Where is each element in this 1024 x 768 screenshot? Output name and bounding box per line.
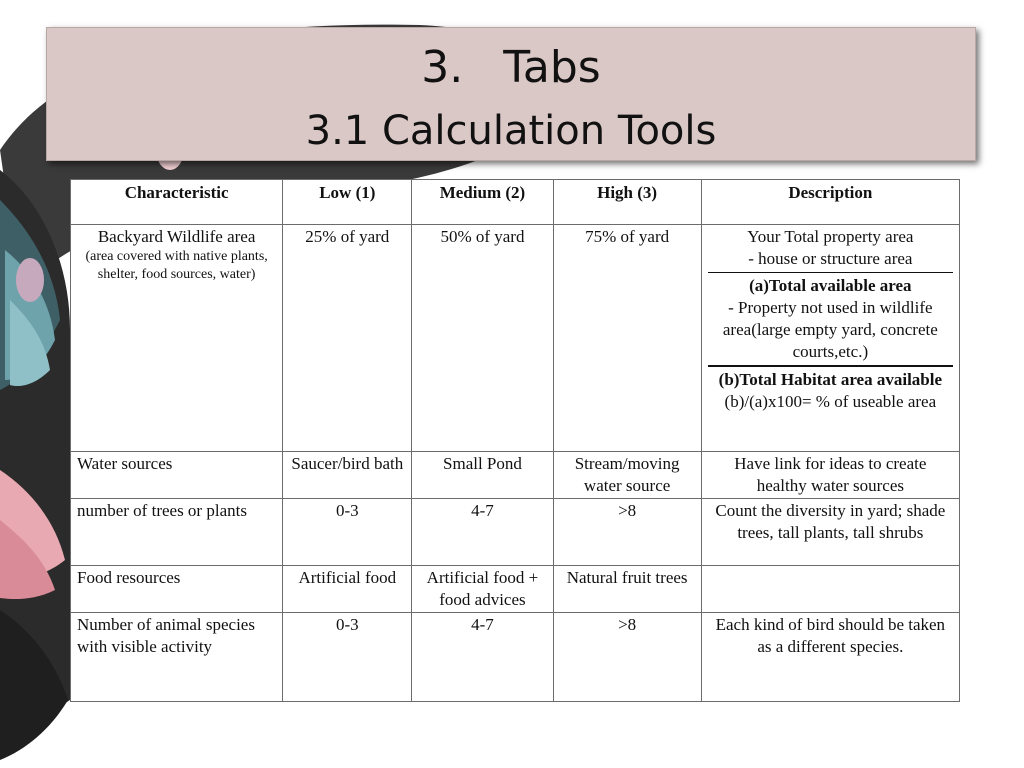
cell-high: Natural fruit trees bbox=[553, 566, 701, 613]
description-part-1: Your Total property area - house or structure area bbox=[747, 227, 914, 268]
cell-high: >8 bbox=[553, 613, 701, 702]
cell-medium: 50% of yard bbox=[412, 225, 553, 452]
slide-subtitle: 3.1 Calculation Tools bbox=[305, 108, 717, 154]
cell-characteristic: Water sources bbox=[71, 452, 283, 499]
characteristic-text: Backyard Wildlife area bbox=[97, 227, 256, 246]
description-heading-a: (a)Total available area bbox=[749, 276, 912, 295]
cell-description bbox=[701, 566, 959, 613]
header-description: Description bbox=[701, 180, 959, 225]
table-header-row bbox=[71, 180, 960, 225]
cell-low: 0-3 bbox=[283, 499, 412, 566]
cell-characteristic bbox=[71, 225, 283, 452]
header-low: Low (1) bbox=[283, 180, 412, 225]
description-heading-b: (b)Total Habitat area available bbox=[718, 370, 943, 389]
slide-title bbox=[47, 42, 975, 94]
cell-medium: 4-7 bbox=[412, 613, 553, 702]
header-characteristic: Characteristic bbox=[71, 180, 283, 225]
cell-description bbox=[701, 225, 959, 452]
cell-characteristic: Number of animal species with visible activity bbox=[71, 613, 283, 702]
cell-description: Have link for ideas to create healthy water sources bbox=[701, 452, 959, 499]
divider bbox=[708, 365, 953, 367]
header-medium: Medium (2) bbox=[412, 180, 553, 225]
cell-description: Each kind of bird should be taken as a different species. bbox=[701, 613, 959, 702]
table-row bbox=[71, 225, 960, 452]
cell-medium: Small Pond bbox=[412, 452, 553, 499]
cell-high: >8 bbox=[553, 499, 701, 566]
characteristic-note: (area covered with native plants, shelter, food sources, water) bbox=[85, 249, 268, 282]
cell-medium: Artificial food + food advices bbox=[412, 566, 553, 613]
description-part-3: (b)/(a)x100= % of useable area bbox=[724, 392, 937, 411]
cell-characteristic: Food resources bbox=[71, 566, 283, 613]
table-row bbox=[71, 613, 960, 702]
cell-characteristic: number of trees or plants bbox=[71, 499, 283, 566]
cell-high: Stream/moving water source bbox=[553, 452, 701, 499]
cell-medium: 4-7 bbox=[412, 499, 553, 566]
cell-low: 25% of yard bbox=[283, 225, 412, 452]
table-row bbox=[71, 452, 960, 499]
title-banner bbox=[46, 27, 976, 161]
cell-low: 0-3 bbox=[283, 613, 412, 702]
table-row bbox=[71, 499, 960, 566]
title-number: 3. bbox=[421, 42, 464, 93]
cell-description: Count the diversity in yard; shade trees, tall plants, tall shrubs bbox=[701, 499, 959, 566]
header-high: High (3) bbox=[553, 180, 701, 225]
cell-low: Artificial food bbox=[283, 566, 412, 613]
cell-high: 75% of yard bbox=[553, 225, 701, 452]
calculation-table bbox=[70, 179, 960, 702]
description-part-2: - Property not used in wildlife area(large empty yard, concrete courts,etc.) bbox=[722, 298, 938, 361]
cell-low: Saucer/bird bath bbox=[283, 452, 412, 499]
title-main: Tabs bbox=[503, 42, 601, 93]
divider bbox=[708, 272, 953, 273]
table-row bbox=[71, 566, 960, 613]
